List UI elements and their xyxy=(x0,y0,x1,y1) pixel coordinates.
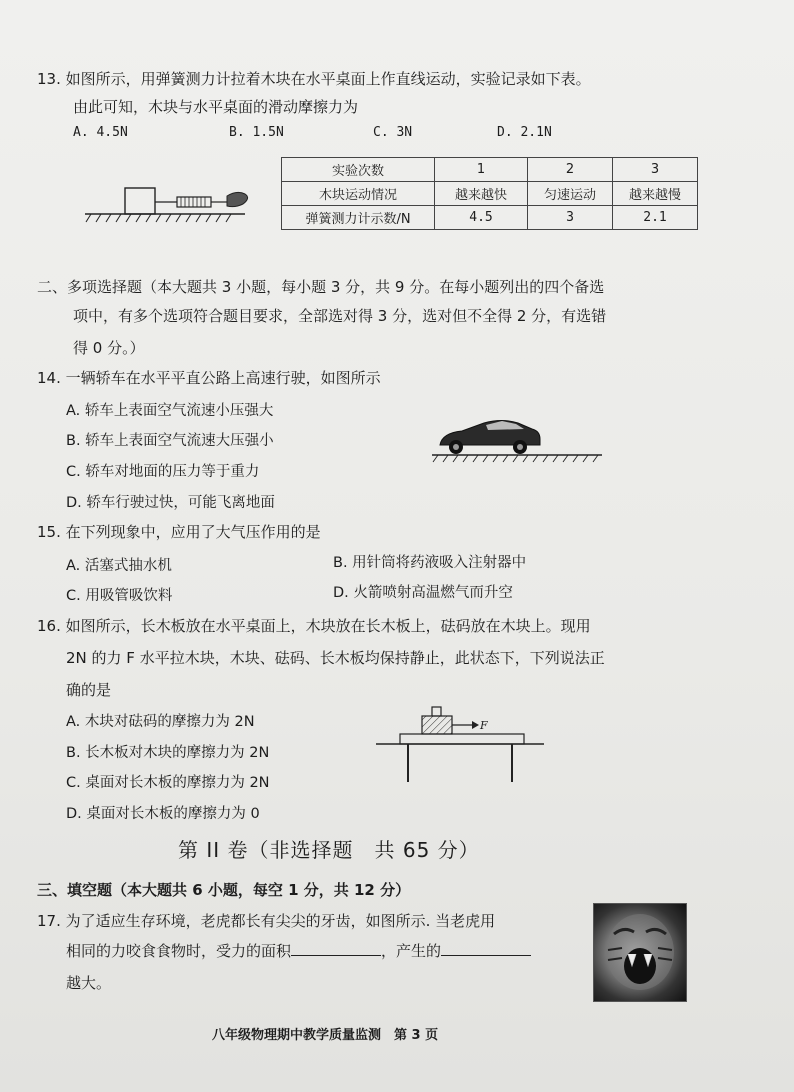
q17-blank-1[interactable] xyxy=(291,941,381,956)
q16-stem-line2: 2N 的力 F 水平拉木块，木块、砝码、长木板均保持静止，此状态下，下列说法正 xyxy=(66,649,605,667)
q15-option-b: B. 用针筒将药液吸入注射器中 xyxy=(333,555,527,571)
q16-stem-line3: 确的是 xyxy=(66,681,112,699)
q15-option-d: D. 火箭喷射高温燃气而升空 xyxy=(333,585,513,601)
q16-board-block-figure xyxy=(376,702,546,786)
q16-stem-line1: 16. 如图所示，长木板放在水平桌面上，木块放在长木板上，砝码放在木块上。现用 xyxy=(37,617,591,635)
table-cell: 实验次数 xyxy=(282,158,435,182)
table-cell: 4.5 xyxy=(435,206,528,230)
table-cell: 匀速运动 xyxy=(528,182,613,206)
q16-option-d: D. 桌面对长木板的摩擦力为 0 xyxy=(66,806,260,822)
section3-heading: 三、填空题（本大题共 6 小题，每空 1 分，共 12 分） xyxy=(37,881,411,899)
q16-option-c: C. 桌面对长木板的摩擦力为 2N xyxy=(66,775,270,791)
q17-stem-line2 xyxy=(66,940,531,961)
q13-option-a: A. 4.5N xyxy=(73,125,128,140)
q15-stem: 15. 在下列现象中，应用了大气压作用的是 xyxy=(37,523,321,541)
q13-option-b: B. 1.5N xyxy=(229,125,284,140)
q15-option-c: C. 用吸管吸饮料 xyxy=(66,588,173,604)
table-row xyxy=(282,182,698,206)
q13-option-d: D. 2.1N xyxy=(497,125,552,140)
q16-option-b: B. 长木板对木块的摩擦力为 2N xyxy=(66,745,270,761)
q17-stem-line3: 越大。 xyxy=(66,974,112,992)
section2-heading-line1: 二、多项选择题（本大题共 3 小题，每小题 3 分，共 9 分。在每小题列出的四个备选 xyxy=(37,278,605,296)
table-cell: 1 xyxy=(435,158,528,182)
table-row xyxy=(282,206,698,230)
q13-stem-line2: 由此可知，木块与水平桌面的滑动摩擦力为 xyxy=(73,98,359,116)
section2-heading-line3: 得 0 分。） xyxy=(73,339,145,357)
section2-heading-line2: 项中，有多个选项符合题目要求，全部选对得 3 分，选对但不全得 2 分，有选错 xyxy=(73,307,607,325)
q15-option-a: A. 活塞式抽水机 xyxy=(66,558,172,574)
q14-car-figure xyxy=(432,415,604,467)
tiger-teeth-photo xyxy=(593,903,687,1002)
table-cell: 弹簧测力计示数/N xyxy=(282,206,435,230)
q14-option-a: A. 轿车上表面空气流速小压强大 xyxy=(66,403,274,419)
q17-line2-part2: ，产生的 xyxy=(381,942,442,960)
q13-spring-scale-figure xyxy=(85,178,260,226)
page-footer: 八年级物理期中教学质量监测 第 3 页 xyxy=(212,1028,439,1043)
q14-stem: 14. 一辆轿车在水平平直公路上高速行驶，如图所示 xyxy=(37,369,381,387)
q13-stem-line1: 13. 如图所示，用弹簧测力计拉着木块在水平桌面上作直线运动，实验记录如下表。 xyxy=(37,70,591,88)
q16-option-a: A. 木块对砝码的摩擦力为 2N xyxy=(66,714,255,730)
table-cell: 越来越快 xyxy=(435,182,528,206)
q13-option-c: C. 3N xyxy=(373,125,413,140)
table-cell: 3 xyxy=(528,206,613,230)
part2-title: 第 II 卷（非选择题 共 65 分） xyxy=(178,838,480,862)
force-label: F xyxy=(480,719,488,732)
q17-line2-part1: 相同的力咬食食物时，受力的面积 xyxy=(66,942,292,960)
table-cell: 木块运动情况 xyxy=(282,182,435,206)
table-row xyxy=(282,158,698,182)
table-cell: 2.1 xyxy=(613,206,698,230)
table-cell: 2 xyxy=(528,158,613,182)
q13-record-table xyxy=(281,157,698,230)
q14-option-b: B. 轿车上表面空气流速大压强小 xyxy=(66,433,274,449)
q17-stem-line1: 17. 为了适应生存环境，老虎都长有尖尖的牙齿，如图所示. 当老虎用 xyxy=(37,912,496,930)
q14-option-d: D. 轿车行驶过快，可能飞离地面 xyxy=(66,495,275,511)
q14-option-c: C. 轿车对地面的压力等于重力 xyxy=(66,464,260,480)
q17-blank-2[interactable] xyxy=(441,941,531,956)
table-cell: 越来越慢 xyxy=(613,182,698,206)
table-cell: 3 xyxy=(613,158,698,182)
